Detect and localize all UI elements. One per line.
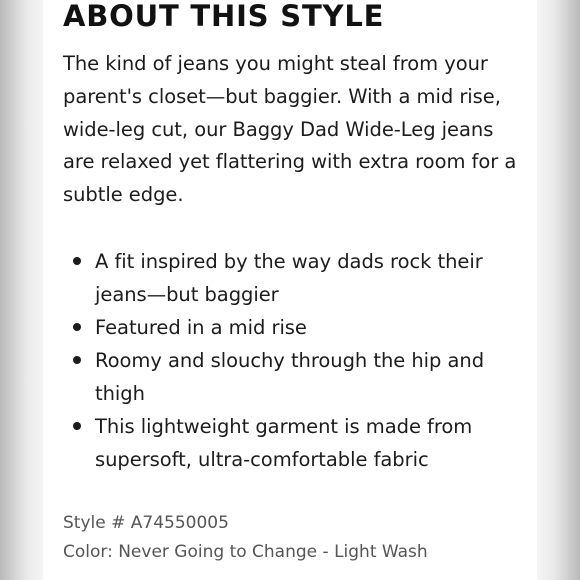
style-description: The kind of jeans you might steal from your parent's closet—but baggier. With a mid rise, wide-leg cut, our Baggy Dad Wide-Leg jeans are relaxed yet flattering with extra room for a subtle edge. (63, 52, 517, 207)
bullet-dot-icon (73, 356, 81, 364)
feature-list-item (63, 410, 521, 476)
feature-text: Roomy and slouchy through the hip and thigh (95, 349, 485, 405)
color-name: Color: Never Going to Change - Light Wash (63, 542, 428, 562)
feature-list-item (63, 311, 521, 344)
feature-list (63, 245, 521, 476)
feature-list-item (63, 245, 521, 311)
feature-text: This lightweight garment is made from supersoft, ultra-comfortable fabric (95, 415, 473, 471)
bullet-dot-icon (73, 422, 81, 430)
feature-text: Featured in a mid rise (95, 316, 307, 339)
product-details-card (43, 0, 537, 580)
style-number: Style # A74550005 (63, 513, 229, 533)
bullet-dot-icon (73, 323, 81, 331)
section-heading: ABOUT THIS STYLE (63, 0, 385, 33)
bullet-dot-icon (73, 257, 81, 265)
feature-list-item (63, 344, 521, 410)
feature-text: A fit inspired by the way dads rock their jeans—but baggier (95, 250, 483, 306)
